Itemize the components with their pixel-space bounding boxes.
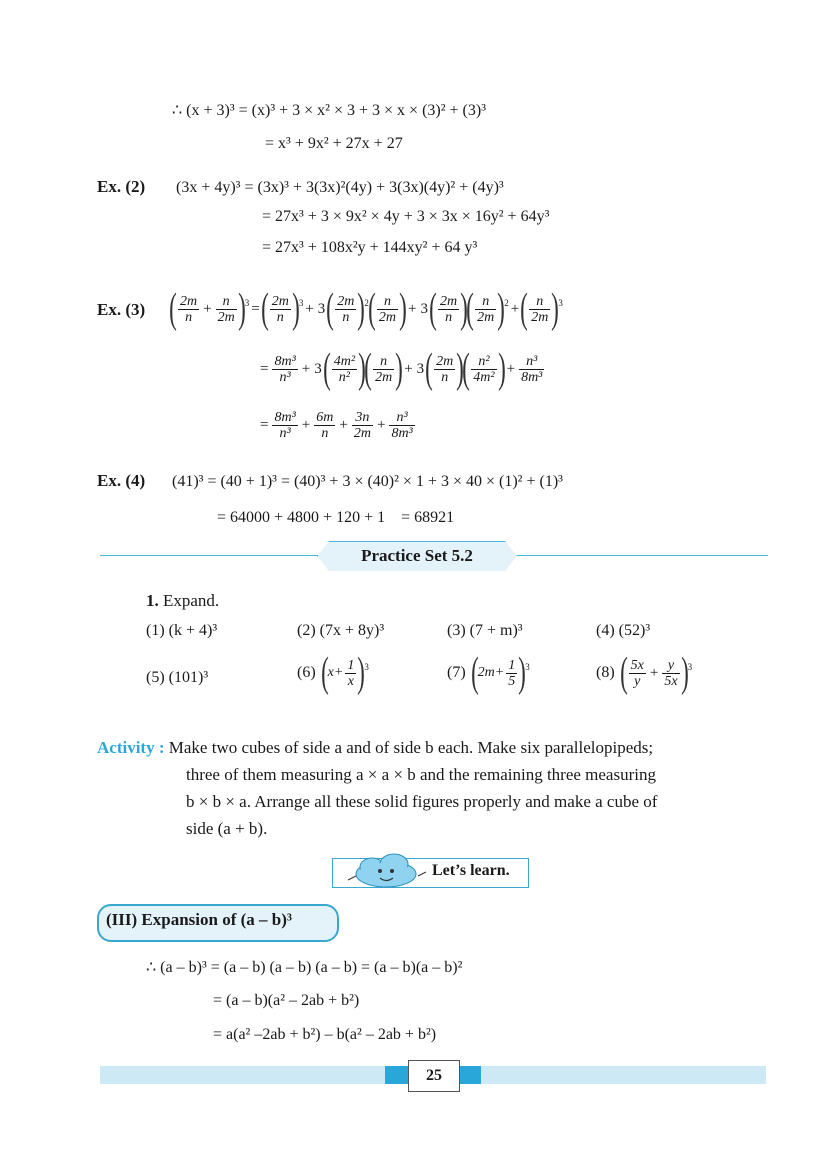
- fraction: $\frac{2m}{n}$: [180, 293, 198, 325]
- ex3-row2: = $\frac{\text{8m³}}{\text{n³}}$ + 3 ( $\frac{\text{4m²}}{\text{n²}}$ ) ( $\frac{n}{2m}$ ) + 3 ( $\frac{2m}{n}$ ) ( $\frac{\text{n²}}{\text{4m²}}$ ) + $\frac{\text{n³}}{\text{8m³}}$: [260, 346, 543, 392]
- fraction: $\frac{2m}{n}$: [337, 293, 355, 325]
- fraction: $\frac{2m}{n}$: [440, 293, 458, 325]
- lets-learn-title: Let’s learn.: [432, 862, 510, 879]
- fraction: $\frac{n}{2m}$: [217, 293, 235, 325]
- fraction: $\frac{5x}{y}$: [630, 657, 644, 689]
- ex3-row3: = $\frac{\text{8m³}}{\text{n³}}$ + $\frac{6m}{n}$ + $\frac{3n}{2m}$ + $\frac{\text{n³}}{\text{8m³}}$: [260, 410, 413, 441]
- ex3-label: Ex. (3): [97, 300, 146, 319]
- fraction: $\frac{\text{n²}}{\text{4m²}}$: [473, 353, 495, 385]
- practice-item-4: (4) (52)³: [596, 622, 651, 639]
- section-heading: (III) Expansion of (a – b)³: [106, 910, 292, 929]
- fraction: $\frac{y}{5x}$: [664, 657, 678, 689]
- ex4-line2: = 64000 + 4800 + 120 + 1 = 68921: [217, 509, 455, 526]
- cloud-icon: [338, 852, 428, 892]
- ex2-label: Ex. (2): [97, 177, 146, 196]
- ex2-line1: (3x + 4y)³ = (3x)³ + 3(3x)²(4y) + 3(3x)(4y)² + (4y)³: [176, 179, 504, 196]
- fraction: $\frac{\text{8m³}}{\text{n³}}$: [274, 410, 296, 441]
- fraction: $\frac{6m}{n}$: [316, 410, 334, 441]
- practice-item-5: (5) (101)³: [146, 669, 209, 686]
- activity-line1: Activity : Make two cubes of side a and of side b each. Make six parallelopipeds;: [97, 738, 654, 757]
- practice-item-2: (2) (7x + 8y)³: [297, 622, 385, 639]
- activity-line3: b × b × a. Arrange all these solid figures properly and make a cube of: [186, 792, 658, 811]
- fraction: $\frac{3n}{2m}$: [353, 410, 371, 441]
- fraction: $\frac{\text{4m²}}{\text{n²}}$: [333, 353, 356, 385]
- fraction: $\frac{\text{n³}}{\text{8m³}}$: [521, 353, 543, 385]
- practice-item-1: (1) (k + 4)³: [146, 622, 218, 639]
- fraction: $\frac{\text{n³}}{\text{8m³}}$: [391, 410, 413, 441]
- activity-line4: side (a + b).: [186, 819, 268, 838]
- fraction: $\frac{n}{2m}$: [375, 353, 393, 385]
- fraction: $\frac{1}{5}$: [508, 657, 516, 689]
- fraction: $\frac{2m}{n}$: [271, 293, 289, 325]
- activity-line2: three of them measuring a × a × b and the remaining three measuring: [186, 765, 656, 784]
- fraction: $\frac{n}{2m}$: [477, 293, 495, 325]
- ex1-line2: = x³ + 9x² + 27x + 27: [265, 135, 403, 152]
- fraction: $\frac{n}{2m}$: [378, 293, 397, 325]
- question-1: 1. Expand.: [146, 591, 220, 610]
- practice-item-3: (3) (7 + m)³: [447, 622, 523, 639]
- ex5-line2: = (a – b)(a² – 2ab + b²): [213, 992, 360, 1009]
- ex1-line1: ∴ (x + 3)³ = (x)³ + 3 × x² × 3 + 3 × x × (3)² + (3)³: [172, 102, 486, 119]
- ex4-label: Ex. (4): [97, 471, 146, 490]
- activity-label: Activity :: [97, 738, 165, 757]
- fraction: $\frac{2m}{n}$: [436, 353, 454, 385]
- page-number: 25: [408, 1060, 460, 1092]
- ex5-line1: ∴ (a – b)³ = (a – b) (a – b) (a – b) = (a – b)(a – b)²: [146, 959, 463, 976]
- practice-title: Practice Set 5.2: [361, 546, 473, 565]
- ex2-line3: = 27x³ + 108x²y + 144xy² + 64 y³: [262, 239, 478, 256]
- ex2-line2: = 27x³ + 3 × 9x² × 4y + 3 × 3x × 16y² + 64y³: [262, 208, 550, 225]
- fraction: $\frac{1}{x}$: [347, 657, 355, 689]
- ex4-line1: (41)³ = (40 + 1)³ = (40)³ + 3 × (40)² × 1 + 3 × 40 × (1)² + (1)³: [172, 473, 563, 490]
- practice-item-7: (7) ( 2m+ $\frac{1}{5}$ ) 3: [447, 650, 530, 696]
- fraction: $\frac{n}{2m}$: [531, 293, 549, 325]
- ex5-line3: = a(a² –2ab + b²) – b(a² – 2ab + b²): [213, 1026, 437, 1043]
- practice-item-6: (6) ( x+ $\frac{1}{x}$ ) 3: [297, 650, 369, 696]
- ex3-row1: ( $\frac{2m}{n}$ + $\frac{n}{2m}$ ) 3 = ( $\frac{2m}{n}$ ) 3 + 3 ( $\frac{2m}{n}$ ) 2 ( $\frac{n}{2m}$ ) + 3 ( $\frac{2m}{n}$ ) ( $\frac{n}{2m}$ ) 2 + ( $\frac{n}{2m}$ ) 3: [169, 286, 563, 332]
- fraction: $\frac{\text{8m³}}{\text{n³}}$: [274, 353, 296, 385]
- practice-item-8: (8) ( $\frac{5x}{y}$ + $\frac{y}{5x}$ ) 3: [596, 650, 693, 696]
